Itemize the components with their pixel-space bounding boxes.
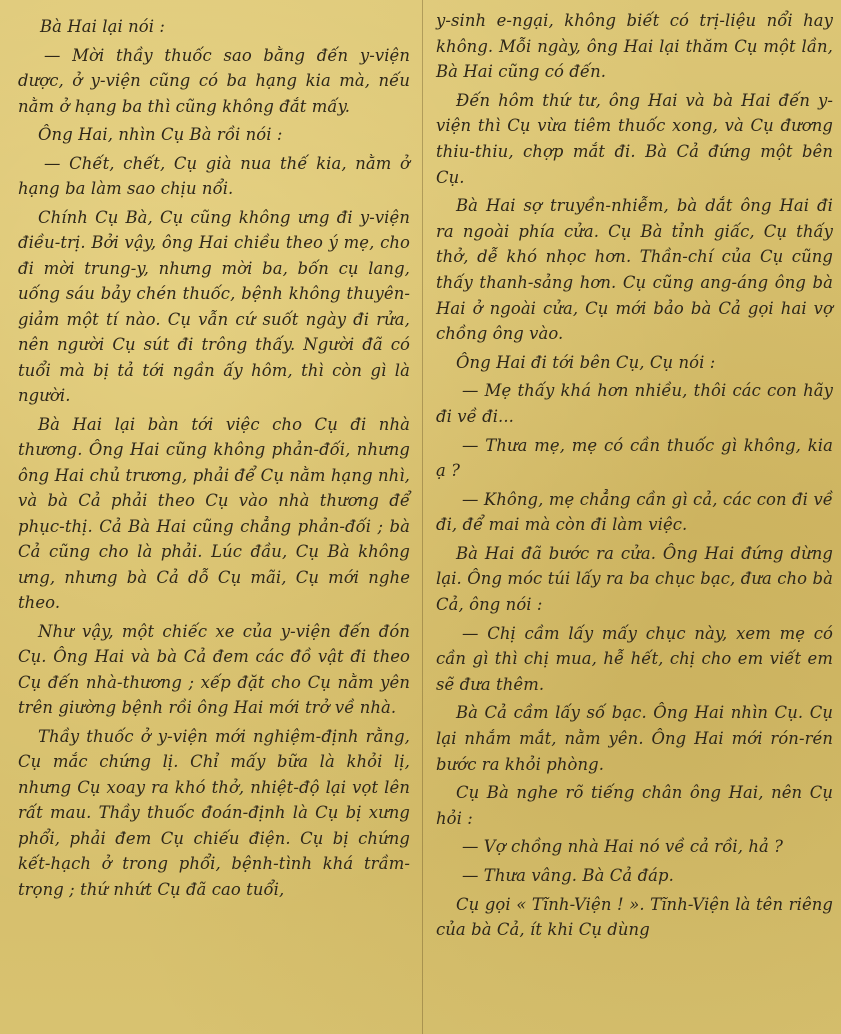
paragraph: Cụ gọi « Tĩnh-Viện ! ». Tĩnh-Viện là tên riêng của bà Cả, ít khi Cụ dùng (436, 894, 833, 940)
paragraph: Bà Cả cầm lấy số bạc. Ông Hai nhìn Cụ. Cụ lại nhắm mắt, nằm yên. Ông Hai mới rón-rén bước ra khỏi phòng. (436, 703, 833, 774)
dialogue-paragraph: — Chị cầm lấy mấy chục này, xem mẹ có cần gì thì chị mua, hễ hết, chị cho em viết em sẽ đưa thêm. (436, 623, 833, 694)
dialogue-paragraph: — Vợ chồng nhà Hai nó về cả rồi, hả ? (462, 837, 784, 857)
paragraph: Bà Hai đã bước ra cửa. Ông Hai đứng dừng lại. Ông móc túi lấy ra ba chục bạc, đưa cho bà Cả, ông nói : (436, 543, 833, 615)
paragraph: Ông Hai đi tới bên Cụ, Cụ nói : (456, 352, 716, 372)
paragraph: Bà Hai lại bàn tới việc cho Cụ đi nhà thương. Ông Hai cũng không phản-đối, nhưng ông Hai chủ trương, phải để Cụ nằm hạng nhì, và bà Cả phải theo Cụ vào nhà thương để phục-thị. Cả Bà Hai cũng chẳng phản-đối ; bà Cả cũng cho là phải. Lúc đầu, Cụ Bà không ưng, nhưng bà Cả dỗ Cụ mãi, Cụ mới nghe theo. (18, 414, 410, 612)
paragraph: y-sinh e-ngại, không biết có trị-liệu nổi hay không. Mỗi ngày, ông Hai lại thăm Cụ một lần, Bà Hai cũng có đến. (436, 11, 833, 82)
paragraph: Đến hôm thứ tư, ông Hai và bà Hai đến y-viện thì Cụ vừa tiêm thuốc xong, và Cụ đương thiu-thiu, chợp mắt đi. Bà Cả đứng một bên Cụ. (436, 90, 833, 187)
left-text-column (18, 14, 410, 905)
paragraph: Bà Hai sợ truyền-nhiễm, bà dắt ông Hai đi ra ngoài phía cửa. Cụ Bà tỉnh giấc, Cụ thấy thở, dễ khó nhọc hơn. Thần-chí của Cụ cũng thấy thanh-sảng hơn. Cụ cũng ang-áng ông bà Hai ở ngoài cửa, Cụ mới bảo bà Cả gọi hai vợ chồng ông vào. (436, 196, 833, 344)
dialogue-paragraph: — Chết, chết, Cụ già nua thế kia, nằm ở hạng ba làm sao chịu nổi. (18, 153, 410, 198)
dialogue-paragraph: — Mời thầy thuốc sao bằng đến y-viện dược, ở y-viện cũng có ba hạng kia mà, nếu nằm ở hạng ba thì cũng không đắt mấy. (18, 45, 410, 116)
column-divider (422, 0, 423, 1034)
dialogue-paragraph: — Không, mẹ chẳng cần gì cả, các con đi về đi, để mai mà còn đi làm việc. (436, 489, 833, 535)
paragraph: Thầy thuốc ở y-viện mới nghiệm-định rằng, Cụ mắc chứng lị. Chỉ mấy bữa là khỏi lị, nhưng Cụ xoay ra khó thở, nhiệt-độ lại vọt lên rất mau. Thầy thuốc đoán-định là Cụ bị xưng phổi, phải đem Cụ chiếu điện. Cụ bị chứng kết-hạch ở trong phổi, bệnh-tình khá trầm-trọng ; thứ nhứt Cụ đã cao tuổi, (18, 726, 410, 899)
paragraph: Cụ Bà nghe rõ tiếng chân ông Hai, nên Cụ hỏi : (436, 783, 833, 828)
dialogue-paragraph: — Mẹ thấy khá hơn nhiều, thôi các con hãy đi về đi... (436, 381, 833, 426)
paragraph: Bà Hai lại nói : (40, 17, 166, 36)
paragraph: Chính Cụ Bà, Cụ cũng không ưng đi y-viện điều-trị. Bởi vậy, ông Hai chiều theo ý mẹ, cho đi mời trung-y, nhưng mời ba, bốn cụ lang, uống sáu bảy chén thuốc, bệnh không thuyên-giảm một tí nào. Cụ vẫn cứ suốt ngày đi rửa, nên người Cụ sút đi trông thấy. Người đã có tuổi mà bị tả tới ngần ấy hôm, thì còn gì là người. (18, 207, 410, 405)
paragraph: Như vậy, một chiếc xe của y-viện đến đón Cụ. Ông Hai và bà Cả đem các đồ vật đi theo Cụ đến nhà-thương ; xếp đặt cho Cụ nằm yên trên giường bệnh rồi ông Hai mới trở về nhà. (18, 621, 410, 717)
right-text-column (436, 8, 833, 946)
dialogue-paragraph: — Thưa vâng. Bà Cả đáp. (462, 866, 674, 885)
paragraph: Ông Hai, nhìn Cụ Bà rồi nói : (38, 125, 283, 144)
dialogue-paragraph: — Thưa mẹ, mẹ có cần thuốc gì không, kia ạ ? (436, 435, 833, 481)
